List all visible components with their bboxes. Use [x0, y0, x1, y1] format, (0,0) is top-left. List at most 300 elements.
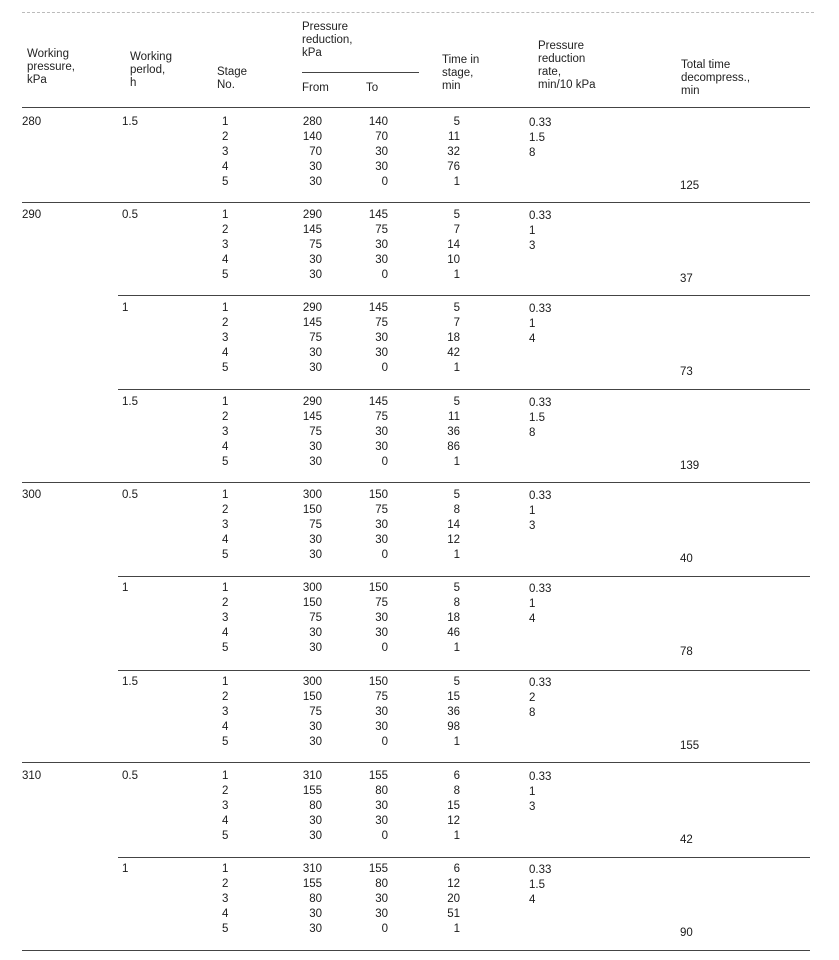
to-column-value: 30: [375, 627, 388, 640]
to-column-value: 75: [375, 504, 388, 517]
from-column-value: 300: [302, 489, 322, 501]
rate-column-value: 0.33: [529, 677, 552, 689]
stage-column-value: 5: [222, 736, 229, 749]
time-column-value: 15: [447, 800, 460, 813]
working-period-cell: 0.5: [122, 209, 138, 221]
header-total-time: [681, 59, 750, 98]
from-column-value: 70: [309, 146, 322, 159]
time-column-value: 18: [447, 612, 460, 625]
to-column-value: 145: [368, 209, 388, 221]
from-column-value: 80: [309, 893, 322, 906]
header-from: From: [302, 82, 329, 94]
stage-column: [222, 675, 242, 750]
stage-column-value: 4: [222, 721, 229, 734]
to-column-value: 75: [375, 317, 388, 330]
time-column: [420, 301, 460, 376]
rate-column-value: 0.33: [529, 583, 552, 595]
from-column: [270, 488, 322, 563]
working-period-cell: 1: [122, 582, 129, 594]
from-column-value: 30: [309, 908, 322, 921]
working-pressure-cell: 290: [22, 209, 42, 221]
to-column-value: 140: [368, 116, 388, 128]
time-column-value: 18: [447, 332, 460, 345]
total-time-cell: 37: [680, 273, 693, 285]
stage-column-value: 4: [222, 161, 229, 174]
time-column: [420, 395, 460, 470]
header-working-period: [130, 51, 172, 90]
to-column-value: 0: [381, 736, 388, 749]
rate-column-value: 8: [529, 427, 536, 440]
from-column-value: 30: [309, 549, 322, 562]
row-divider: [118, 576, 810, 577]
rate-column-value: 0.33: [529, 490, 552, 502]
total-time-cell: 42: [680, 834, 693, 846]
row-divider: [22, 762, 810, 763]
from-column-value: 75: [309, 706, 322, 719]
time-column-value: 5: [453, 676, 460, 688]
to-column: [340, 862, 388, 937]
to-column-value: 30: [375, 706, 388, 719]
from-column-value: 300: [302, 676, 322, 688]
to-column-value: 0: [381, 549, 388, 562]
from-column: [270, 675, 322, 750]
header-line: stage,: [442, 67, 474, 79]
time-column-value: 1: [453, 923, 460, 936]
total-time-cell: 139: [680, 460, 700, 472]
from-column-value: 290: [302, 209, 322, 221]
stage-column: [222, 115, 242, 190]
stage-column-value: 2: [222, 785, 229, 798]
from-column-value: 30: [309, 830, 322, 843]
rate-column: [529, 770, 589, 815]
from-column: [270, 395, 322, 470]
header-stage: [217, 66, 247, 92]
working-period-cell: 1.5: [122, 396, 138, 408]
to-column-value: 150: [368, 676, 388, 688]
to-column-value: 150: [368, 582, 388, 594]
working-pressure-cell: 310: [22, 770, 42, 782]
time-column-value: 11: [448, 411, 460, 424]
rate-column-value: 0.33: [529, 771, 552, 783]
to-column-value: 30: [375, 254, 388, 267]
header-line: Working: [130, 51, 172, 63]
time-column-value: 5: [453, 582, 460, 594]
stage-column-value: 5: [222, 176, 229, 189]
stage-column: [222, 488, 242, 563]
from-column: [270, 581, 322, 656]
time-column: [420, 675, 460, 750]
to-column-value: 150: [368, 489, 388, 501]
time-column-value: 8: [453, 504, 460, 517]
time-column-value: 32: [447, 146, 460, 159]
stage-column-value: 1: [222, 209, 229, 221]
working-period-cell: 1.5: [122, 676, 138, 688]
from-column-value: 145: [302, 411, 322, 424]
stage-column-value: 2: [222, 597, 229, 610]
header-line: kPa: [302, 47, 322, 59]
rate-column-value: 3: [529, 240, 536, 253]
to-column-value: 0: [381, 923, 388, 936]
working-period-cell: 0.5: [122, 489, 138, 501]
stage-column: [222, 862, 242, 937]
to-column-value: 30: [375, 612, 388, 625]
rate-column-value: 1: [529, 598, 536, 611]
from-column: [270, 862, 322, 937]
from-column-value: 30: [309, 736, 322, 749]
from-column-value: 145: [302, 224, 322, 237]
to-column-value: 30: [375, 893, 388, 906]
from-column-value: 30: [309, 534, 322, 547]
time-column-value: 1: [453, 176, 460, 189]
stage-column-value: 1: [222, 302, 229, 314]
to-column-value: 30: [375, 721, 388, 734]
stage-column-value: 3: [222, 612, 229, 625]
header-line: Total time: [681, 59, 731, 71]
from-column-value: 145: [302, 317, 322, 330]
to-column-value: 30: [375, 534, 388, 547]
to-column: [340, 208, 388, 283]
to-column-value: 80: [375, 785, 388, 798]
stage-column-value: 2: [222, 317, 229, 330]
total-time-cell: 125: [680, 180, 700, 192]
to-column: [340, 488, 388, 563]
time-column-value: 1: [453, 642, 460, 655]
from-column-value: 30: [309, 441, 322, 454]
from-column-value: 30: [309, 269, 322, 282]
stage-column-value: 1: [222, 116, 229, 128]
time-column: [420, 769, 460, 844]
time-column-value: 14: [447, 239, 460, 252]
time-column-value: 5: [453, 396, 460, 408]
stage-column-value: 1: [222, 676, 229, 688]
time-column-value: 1: [453, 456, 460, 469]
time-column: [420, 581, 460, 656]
time-column-value: 1: [453, 269, 460, 282]
to-column-value: 30: [375, 161, 388, 174]
stage-column: [222, 208, 242, 283]
rate-column-value: 1: [529, 225, 536, 238]
from-column-value: 30: [309, 721, 322, 734]
from-column-value: 155: [302, 785, 322, 798]
time-column-value: 1: [453, 830, 460, 843]
rate-column: [529, 582, 589, 627]
stage-column-value: 3: [222, 519, 229, 532]
time-column: [420, 862, 460, 937]
from-column: [270, 115, 322, 190]
total-time-cell: 78: [680, 646, 693, 658]
from-column-value: 75: [309, 426, 322, 439]
time-column-value: 1: [453, 362, 460, 375]
working-pressure-cell: 280: [22, 116, 42, 128]
from-column-value: 30: [309, 923, 322, 936]
to-column-value: 75: [375, 597, 388, 610]
to-column-value: 0: [381, 269, 388, 282]
to-column-value: 0: [381, 176, 388, 189]
time-column-value: 20: [447, 893, 460, 906]
header-line: Stage: [217, 66, 248, 78]
time-column: [420, 115, 460, 190]
to-column-value: 30: [375, 426, 388, 439]
rate-column: [529, 116, 589, 161]
to-column-value: 30: [375, 332, 388, 345]
to-column-value: 30: [375, 239, 388, 252]
rate-column: [529, 302, 589, 347]
time-column-value: 8: [453, 785, 460, 798]
header-line: Pressure: [302, 21, 349, 33]
time-column-value: 8: [453, 597, 460, 610]
stage-column-value: 1: [222, 489, 229, 501]
top-rule: [22, 12, 814, 13]
from-column-value: 290: [302, 396, 322, 408]
time-column: [420, 488, 460, 563]
rate-column-value: 0.33: [529, 117, 552, 129]
header-reduction-rate: [538, 40, 596, 92]
time-column-value: 12: [447, 534, 460, 547]
row-divider: [22, 202, 810, 203]
time-column-value: 5: [453, 302, 460, 314]
time-column-value: 5: [453, 489, 460, 501]
header-line: Time in: [442, 54, 480, 66]
stage-column-value: 3: [222, 426, 229, 439]
time-column-value: 98: [447, 721, 460, 734]
to-column-value: 145: [368, 396, 388, 408]
rate-column: [529, 676, 589, 721]
from-column-value: 310: [302, 770, 322, 782]
to-column-value: 70: [375, 131, 388, 144]
rate-column-value: 8: [529, 147, 536, 160]
from-column: [270, 208, 322, 283]
total-time-cell: 40: [680, 553, 693, 565]
stage-column-value: 2: [222, 411, 229, 424]
from-column-value: 150: [302, 597, 322, 610]
rate-column-value: 4: [529, 613, 536, 626]
to-column-value: 75: [375, 224, 388, 237]
time-column-value: 11: [448, 131, 460, 144]
rate-column-value: 4: [529, 333, 536, 346]
time-column-value: 5: [453, 116, 460, 128]
rate-column-value: 1: [529, 318, 536, 331]
header-line: pressure,: [27, 61, 75, 73]
stage-column-value: 1: [222, 770, 229, 782]
time-column-value: 12: [447, 878, 460, 891]
rate-column: [529, 489, 589, 534]
time-column-value: 14: [447, 519, 460, 532]
from-column-value: 30: [309, 642, 322, 655]
time-column-value: 51: [447, 908, 460, 921]
to-column-value: 0: [381, 362, 388, 375]
stage-column-value: 5: [222, 642, 229, 655]
to-column-value: 30: [375, 441, 388, 454]
from-column-value: 30: [309, 627, 322, 640]
from-column-value: 75: [309, 612, 322, 625]
stage-column-value: 1: [222, 396, 229, 408]
rate-column: [529, 863, 589, 908]
from-column-value: 75: [309, 332, 322, 345]
stage-column-value: 4: [222, 627, 229, 640]
stage-column-value: 3: [222, 706, 229, 719]
time-column-value: 15: [447, 691, 460, 704]
rate-column-value: 1.5: [529, 879, 545, 892]
stage-column-value: 3: [222, 800, 229, 813]
working-period-cell: 0.5: [122, 770, 138, 782]
header-line: min: [681, 85, 700, 97]
rate-column-value: 0.33: [529, 303, 552, 315]
header-working-pressure: [27, 48, 75, 87]
to-column: [340, 581, 388, 656]
header-time-in-stage: [442, 54, 479, 93]
to-column-value: 0: [381, 642, 388, 655]
time-column-value: 10: [447, 254, 460, 267]
from-column-value: 30: [309, 254, 322, 267]
to-column-value: 30: [375, 815, 388, 828]
rate-column-value: 0.33: [529, 397, 552, 409]
from-column: [270, 769, 322, 844]
subheader-rule: [302, 72, 419, 73]
stage-column-value: 5: [222, 456, 229, 469]
to-column-value: 75: [375, 411, 388, 424]
header-line: Pressure: [538, 40, 585, 52]
working-period-cell: 1: [122, 302, 129, 314]
to-column-value: 75: [375, 691, 388, 704]
stage-column: [222, 581, 242, 656]
stage-column-value: 5: [222, 549, 229, 562]
header-line: min/10 kPa: [538, 79, 596, 91]
time-column-value: 7: [453, 224, 460, 237]
stage-column-value: 5: [222, 923, 229, 936]
stage-column-value: 2: [222, 691, 229, 704]
rate-column-value: 1.5: [529, 132, 545, 145]
to-column: [340, 301, 388, 376]
working-pressure-cell: 300: [22, 489, 42, 501]
stage-column-value: 5: [222, 362, 229, 375]
rate-column-value: 0.33: [529, 864, 552, 876]
from-column-value: 30: [309, 456, 322, 469]
to-column: [340, 675, 388, 750]
time-column-value: 76: [447, 161, 460, 174]
stage-column-value: 4: [222, 908, 229, 921]
rate-column: [529, 209, 589, 254]
row-divider: [22, 950, 810, 951]
stage-column-value: 4: [222, 441, 229, 454]
to-column-value: 30: [375, 519, 388, 532]
header-line: perlod,: [130, 64, 166, 76]
to-column-value: 0: [381, 830, 388, 843]
from-column-value: 140: [302, 131, 322, 144]
stage-column-value: 2: [222, 504, 229, 517]
header-bottom-rule: [22, 107, 810, 108]
stage-column-value: 4: [222, 815, 229, 828]
from-column-value: 280: [302, 116, 322, 128]
row-divider: [118, 670, 810, 671]
from-column-value: 150: [302, 691, 322, 704]
to-column-value: 30: [375, 908, 388, 921]
time-column-value: 46: [447, 627, 460, 640]
stage-column: [222, 301, 242, 376]
from-column-value: 300: [302, 582, 322, 594]
time-column-value: 1: [453, 549, 460, 562]
stage-column-value: 3: [222, 332, 229, 345]
rate-column-value: 4: [529, 894, 536, 907]
stage-column: [222, 769, 242, 844]
stage-column-value: 4: [222, 534, 229, 547]
from-column-value: 155: [302, 878, 322, 891]
stage-column-value: 3: [222, 893, 229, 906]
to-column-value: 155: [368, 770, 388, 782]
time-column-value: 7: [453, 317, 460, 330]
header-line: Working: [27, 48, 69, 60]
row-divider: [118, 857, 810, 858]
from-column: [270, 301, 322, 376]
working-period-cell: 1.5: [122, 116, 138, 128]
to-column-value: 80: [375, 878, 388, 891]
time-column-value: 1: [453, 736, 460, 749]
time-column-value: 36: [447, 706, 460, 719]
row-divider: [118, 389, 810, 390]
time-column-value: 36: [447, 426, 460, 439]
stage-column-value: 1: [222, 582, 229, 594]
time-column-value: 6: [453, 863, 460, 875]
time-column: [420, 208, 460, 283]
to-column-value: 155: [368, 863, 388, 875]
time-column-value: 6: [453, 770, 460, 782]
header-line: kPa: [27, 74, 47, 86]
header-line: decompress.,: [681, 72, 751, 84]
total-time-cell: 90: [680, 927, 693, 939]
stage-column-value: 3: [222, 146, 229, 159]
rate-column-value: 1: [529, 786, 536, 799]
header-line: h: [130, 77, 137, 89]
total-time-cell: 73: [680, 366, 693, 378]
rate-column: [529, 396, 589, 441]
stage-column-value: 1: [222, 863, 229, 875]
header-pressure-reduction: [302, 21, 353, 60]
rate-column-value: 1: [529, 505, 536, 518]
header-line: min: [442, 80, 461, 92]
header-line: No.: [217, 79, 235, 91]
from-column-value: 75: [309, 239, 322, 252]
time-column-value: 86: [447, 441, 460, 454]
from-column-value: 30: [309, 362, 322, 375]
to-column: [340, 395, 388, 470]
stage-column: [222, 395, 242, 470]
working-period-cell: 1: [122, 863, 129, 875]
stage-column-value: 2: [222, 224, 229, 237]
total-time-cell: 155: [680, 740, 700, 752]
header-line: reduction: [538, 53, 586, 65]
rate-column-value: 1.5: [529, 412, 545, 425]
to-column-value: 30: [375, 347, 388, 360]
time-column-value: 5: [453, 209, 460, 221]
to-column-value: 30: [375, 800, 388, 813]
stage-column-value: 5: [222, 269, 229, 282]
header-line: rate,: [538, 66, 562, 78]
to-column-value: 145: [368, 302, 388, 314]
stage-column-value: 5: [222, 830, 229, 843]
from-column-value: 30: [309, 161, 322, 174]
stage-column-value: 2: [222, 131, 229, 144]
to-column: [340, 115, 388, 190]
from-column-value: 30: [309, 347, 322, 360]
rate-column-value: 8: [529, 707, 536, 720]
from-column-value: 80: [309, 800, 322, 813]
from-column-value: 30: [309, 176, 322, 189]
stage-column-value: 4: [222, 347, 229, 360]
rate-column-value: 0.33: [529, 210, 552, 222]
stage-column-value: 2: [222, 878, 229, 891]
rate-column-value: 2: [529, 692, 536, 705]
from-column-value: 310: [302, 863, 322, 875]
header-line: reduction,: [302, 34, 353, 46]
